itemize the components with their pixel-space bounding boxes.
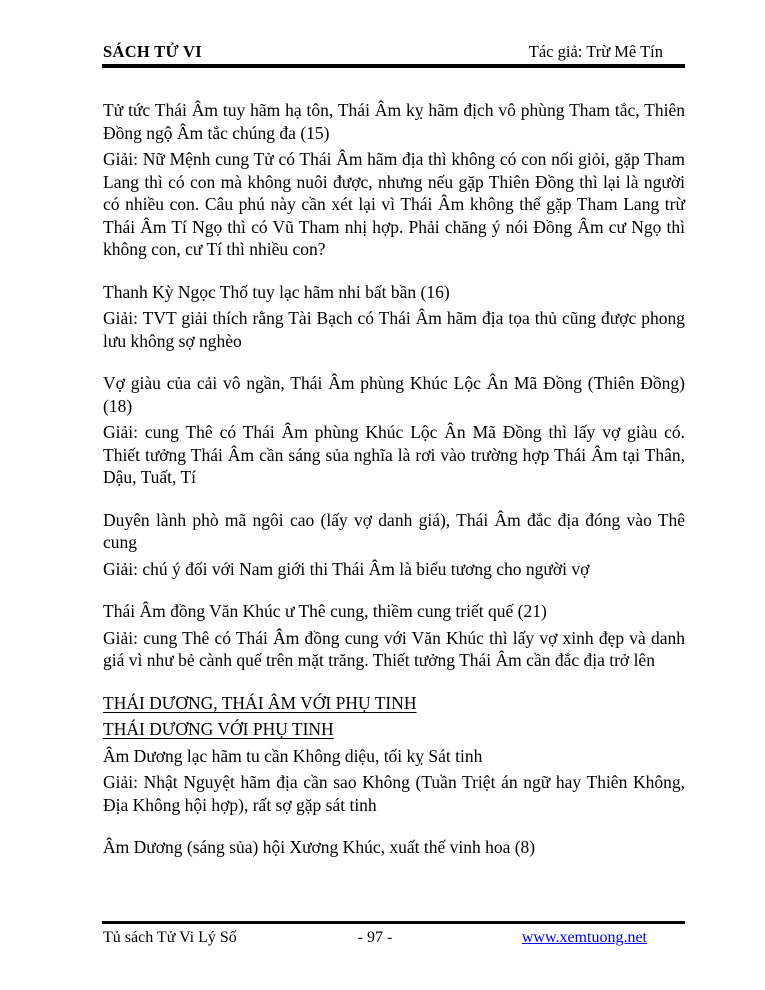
- paragraph: Giải: chú ý đối với Nam giới thi Thái Âm là biểu tương cho người vợ: [103, 558, 590, 579]
- paragraph: Thái Âm đồng Văn Khúc ư Thê cung, thiềm cung triết quế (21): [103, 601, 547, 621]
- book-title: SÁCH TỬ VI: [103, 42, 202, 61]
- website-link[interactable]: www.xemtuong.net: [521, 929, 647, 946]
- section-heading: THÁI DƯƠNG, THÁI ÂM VỚI PHỤ TINH: [103, 692, 417, 713]
- paragraph: Giải: cung Thê có Thái Âm đồng cung với Văn Khúc thì lấy vợ xinh đẹp và danh giá vì như bẻ cành quế trên mặt trăng. Thiết tưởng Thái Âm cần đắc địa trở lên: [103, 627, 685, 670]
- section-gap: [103, 676, 685, 692]
- paragraph: Giải: Nữ Mệnh cung Tử có Thái Âm hãm địa thì không có con nối giỏi, gặp Tham Lang thì có con mà không nuôi được, nhưng nếu gặp Thiên Đồng thì lại là người có nhiều con. Câu phú này cần xét lại vì Thái Âm không thể gặp Tham Lang trừ Thái Âm Tí Ngọ thì có Vũ Tham nhị hợp. Phải chăng ý nói Đồng Âm cư Ngọ thì không con, cư Tí thì nhiều con?: [103, 149, 685, 259]
- paragraph: Giải: TVT giải thích rằng Tài Bạch có Thái Âm hãm địa tọa thủ cũng được phong lưu không sợ nghèo: [103, 308, 685, 351]
- section-gap: [103, 265, 685, 281]
- paragraph: Tử tức Thái Âm tuy hãm hạ tôn, Thái Âm kỵ hãm địch vô phùng Tham tắc, Thiên Đồng ngộ Âm tắc chúng đa (15): [103, 100, 685, 143]
- section-gap: [103, 820, 685, 836]
- page-footer: [103, 928, 685, 948]
- section-gap: [103, 356, 685, 372]
- header-divider: [102, 64, 685, 68]
- page-number: - 97 -: [357, 929, 393, 946]
- footer-link-cell: [392, 928, 685, 948]
- paragraph: Giải: Nhật Nguyệt hãm địa cần sao Không (Tuần Triệt án ngữ hay Thiên Không, Địa Không hội hợp), rất sợ gặp sát tinh: [103, 772, 685, 815]
- paragraph: Giải: cung Thê có Thái Âm phùng Khúc Lộc Ân Mã Đồng thì lấy vợ giàu có. Thiết tưởng Thái Âm cần sáng sủa nghĩa là rơi vào trường hợp Thái Âm tại Thân, Dậu, Tuất, Tí: [103, 422, 685, 487]
- page-header: [103, 42, 685, 62]
- page-body: [103, 99, 685, 863]
- author-label: Tác giả: Trừ Mê Tín: [528, 42, 663, 61]
- paragraph: Vợ giàu của cải vô ngần, Thái Âm phùng Khúc Lộc Ân Mã Đồng (Thiên Đồng) (18): [103, 373, 685, 416]
- section-gap: [103, 584, 685, 600]
- footer-series-label: Tủ sách Tử Vi Lý Số: [103, 929, 237, 946]
- paragraph: Âm Dương (sáng sủa) hội Xương Khúc, xuất thế vinh hoa (8): [103, 837, 536, 857]
- paragraph: Duyên lành phò mã ngôi cao (lấy vợ danh giá), Thái Âm đắc địa đóng vào Thê cung: [103, 509, 685, 552]
- paragraph: Âm Dương lạc hãm tu cần Không diệu, tối kỵ Sát tinh: [103, 745, 483, 766]
- section-gap: [103, 493, 685, 509]
- paragraph: Thanh Kỳ Ngọc Thố tuy lạc hãm nhi bất bần (16): [103, 281, 450, 302]
- section-heading: THÁI DƯƠNG VỚI PHỤ TINH: [103, 719, 334, 739]
- footer-divider: [102, 921, 685, 924]
